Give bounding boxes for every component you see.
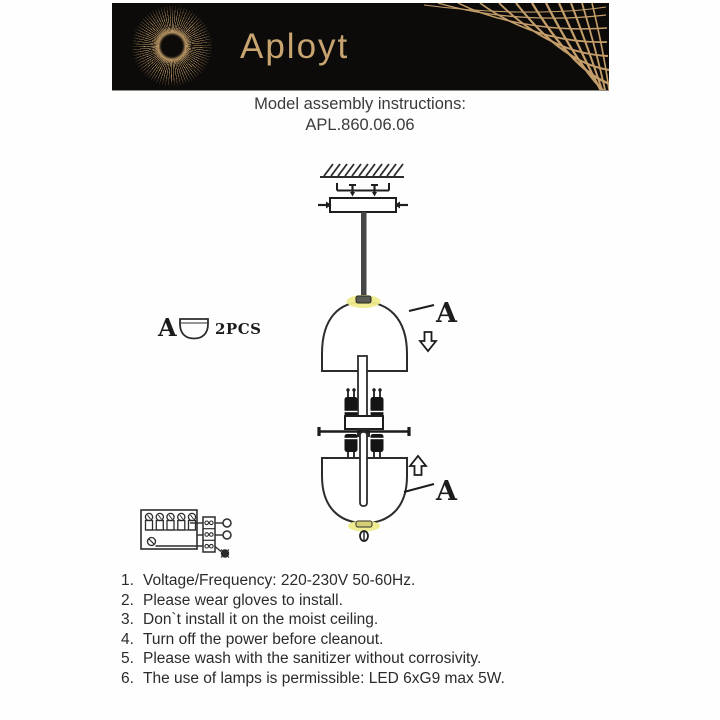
list-item	[121, 649, 591, 669]
terminal-l	[223, 519, 231, 527]
socket-row	[145, 513, 195, 530]
starburst-logo-icon	[132, 6, 212, 86]
item-text: Please wash with the sanitizer without corrosivity.	[143, 650, 482, 668]
list-item	[121, 610, 591, 630]
list-item	[121, 630, 591, 650]
suspension-rod	[361, 212, 367, 298]
item-number: 6.	[121, 669, 134, 687]
legend-quantity: 2PCS	[215, 320, 262, 338]
item-number: 1.	[121, 572, 134, 589]
list-item	[121, 591, 591, 611]
bulb-down-right	[371, 434, 384, 461]
svg-text:A: A	[436, 298, 457, 329]
bulb-up-right	[371, 388, 384, 416]
instruction-list	[121, 571, 591, 689]
item-number: 4.	[121, 630, 134, 648]
arrow-down-icon	[420, 332, 436, 351]
list-item	[121, 571, 591, 591]
model-number: APL.860.06.06	[305, 116, 415, 134]
canopy	[318, 198, 408, 212]
part-a-label-top	[409, 298, 458, 329]
item-number: 3.	[121, 611, 134, 629]
item-text: Don`t install it on the moist ceiling.	[143, 611, 379, 629]
decorative-rays-icon	[404, 3, 609, 90]
top-fitting-highlight	[347, 295, 381, 308]
svg-text:A: A	[436, 476, 457, 507]
mounting-bracket	[337, 183, 389, 197]
brand-name: Aployt	[240, 27, 350, 66]
item-text: Turn off the power before cleanout.	[143, 630, 384, 648]
bulb-down-left	[345, 434, 358, 461]
assembly-diagram	[110, 155, 480, 570]
item-text: Please wear gloves to install.	[143, 591, 343, 609]
ceiling-symbol	[320, 164, 404, 177]
lower-rod	[360, 432, 367, 506]
legend	[157, 313, 262, 342]
item-text: The use of lamps is permissible: LED 6xG9 max 5W.	[143, 669, 505, 687]
central-tube	[358, 356, 367, 417]
arrow-up-icon	[410, 456, 426, 475]
item-number: 5.	[121, 650, 134, 668]
list-item	[121, 669, 591, 689]
bulb-up-left	[345, 388, 358, 416]
wiring-diagram	[141, 510, 231, 558]
ground-screw	[148, 538, 156, 546]
bottom-fitting-highlight	[348, 521, 380, 532]
part-a-label-bottom	[404, 476, 458, 507]
brand-banner	[112, 3, 609, 91]
item-number: 2.	[121, 591, 134, 609]
title-block	[0, 94, 720, 136]
ground-terminal	[221, 549, 229, 557]
legend-part-letter: A	[158, 313, 177, 342]
item-text: Voltage/Frequency: 220-230V 50-60Hz.	[143, 572, 416, 589]
finial-screw	[360, 531, 368, 541]
terminal-n	[223, 531, 231, 539]
page-title: Model assembly instructions:	[254, 95, 466, 113]
lamp-hub	[345, 416, 383, 429]
shade-icon	[180, 319, 208, 339]
terminal-block	[203, 517, 215, 552]
